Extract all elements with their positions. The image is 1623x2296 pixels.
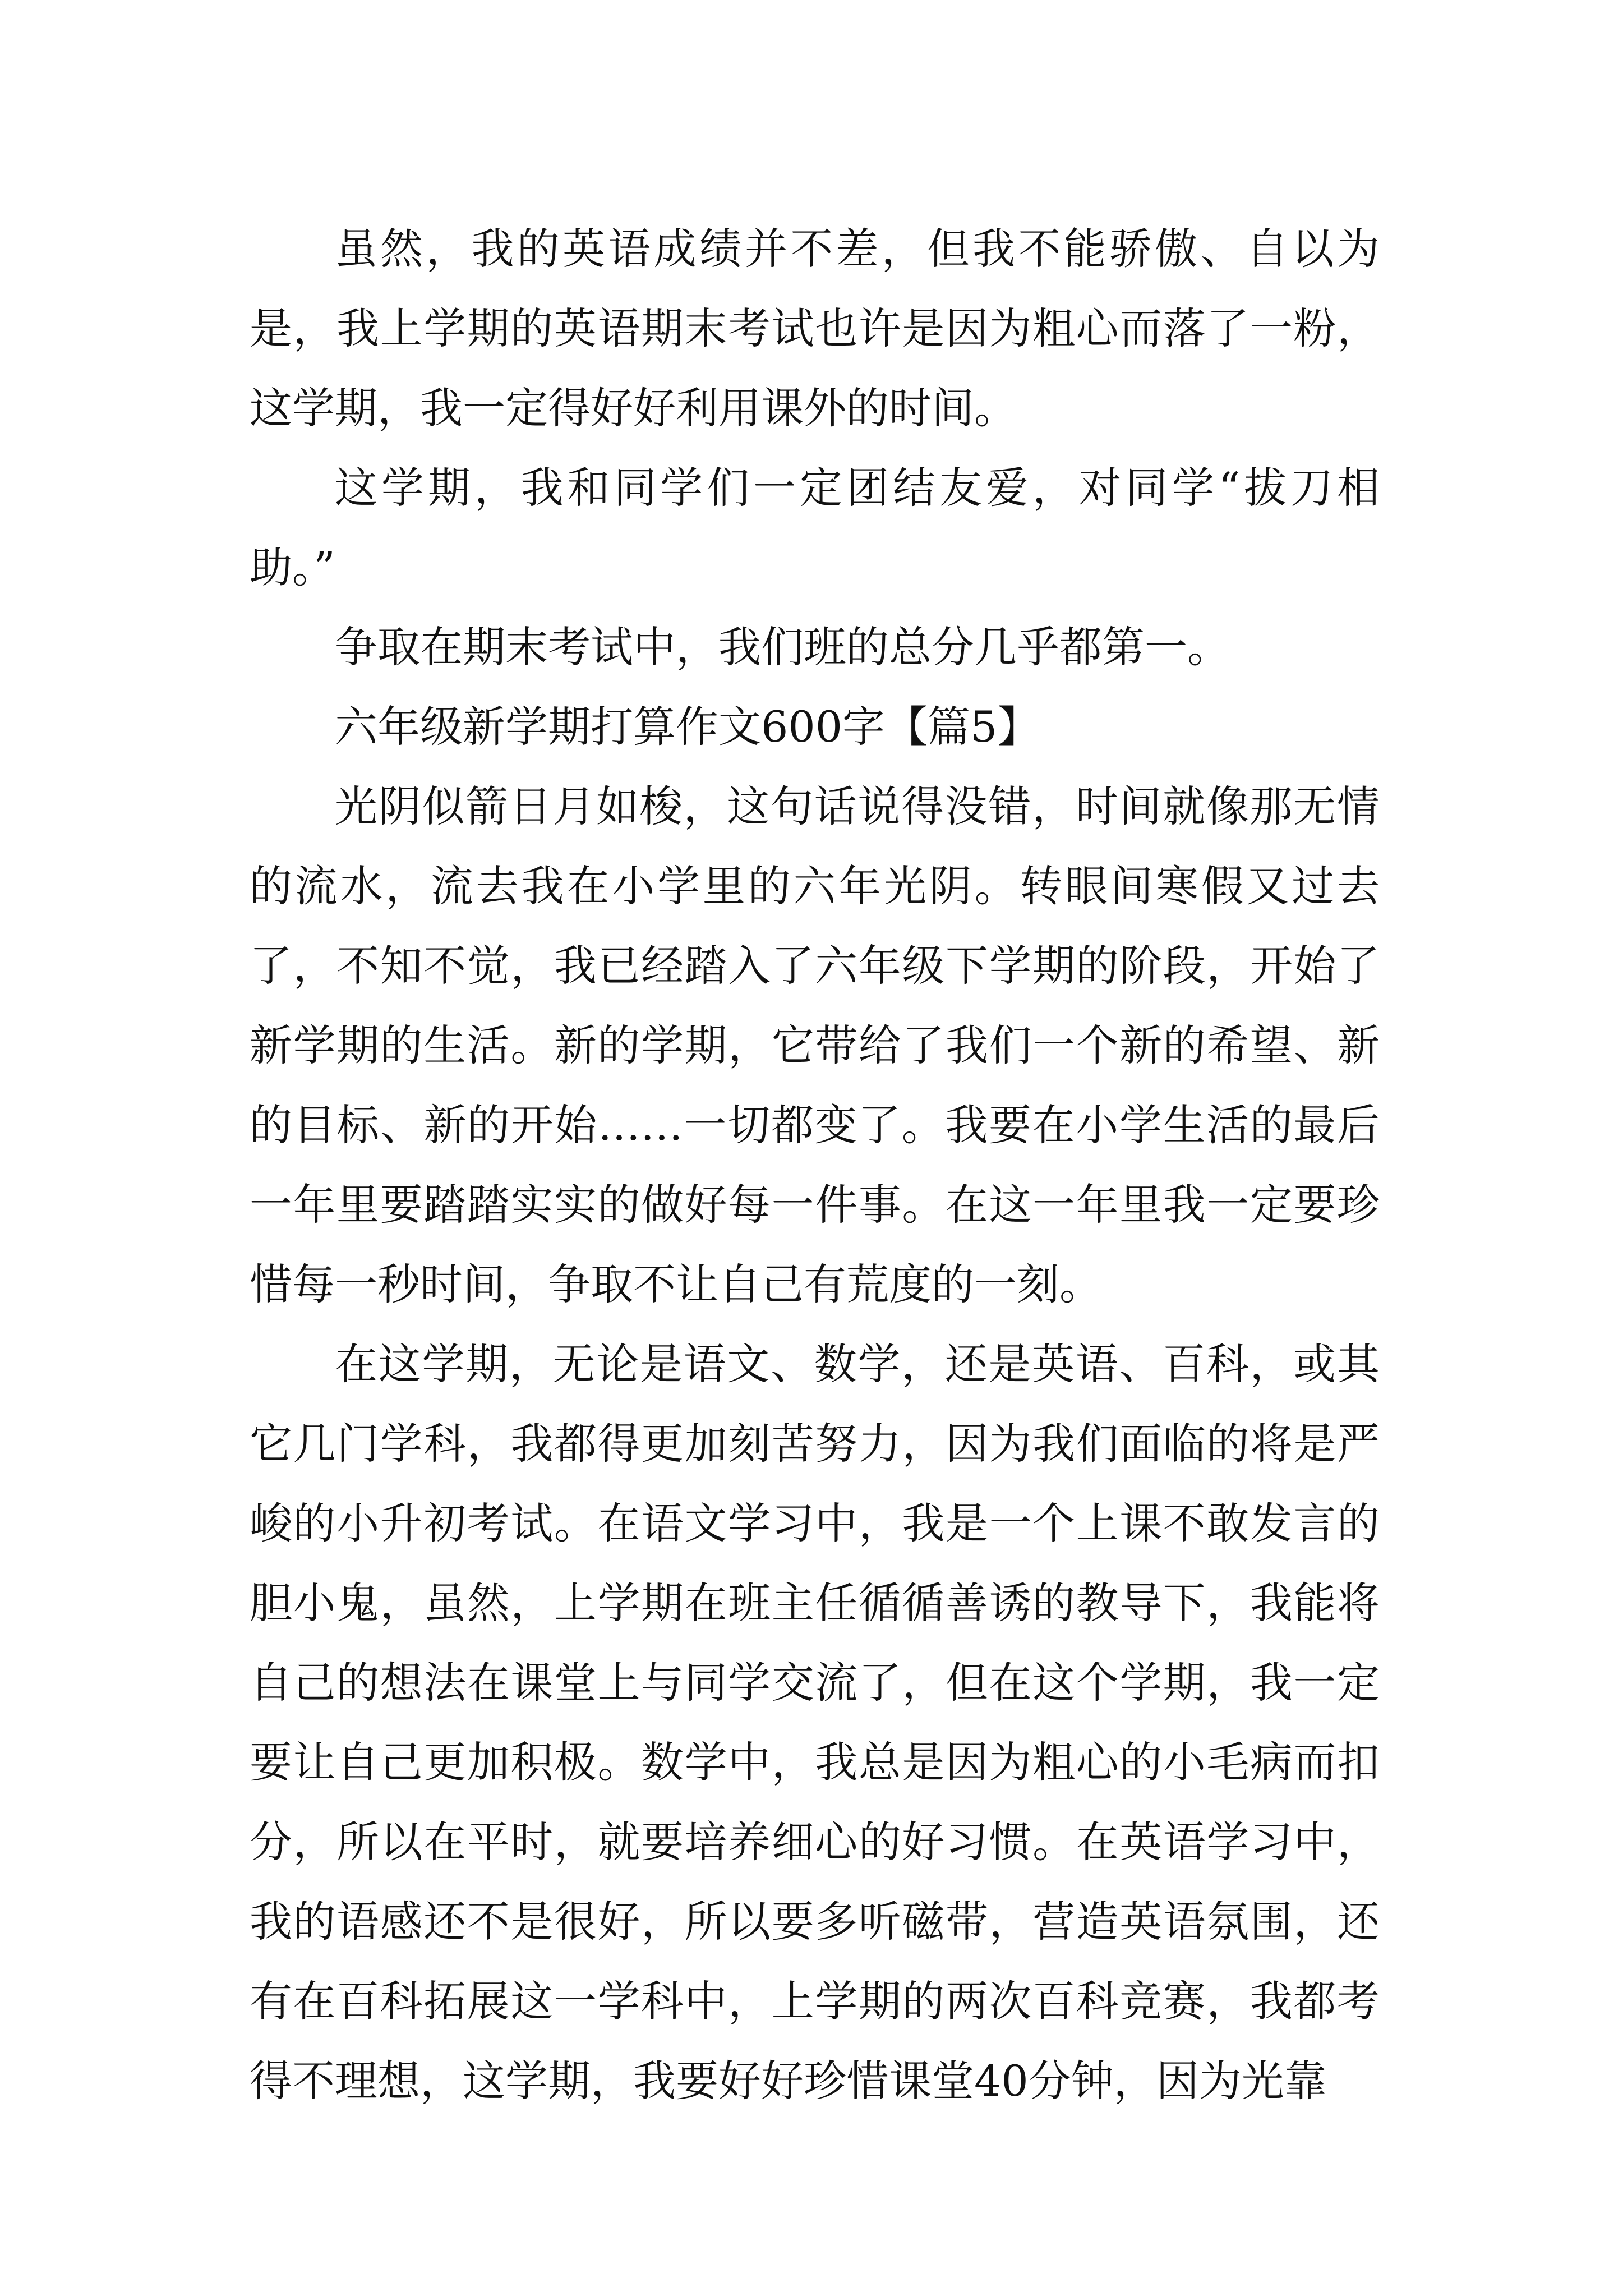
section-heading: 六年级新学期打算作文600字【篇5】 bbox=[335, 702, 1040, 752]
paragraph-final-exam: 争取在期末考试中，我们班的总分几乎都第一。 bbox=[335, 622, 1230, 672]
paragraph-english-study: 虽然，我的英语成绩并不差，但我不能骄傲、自以为是，我上学期的英语期末考试也许是因为粗心而落了一粉，这学期，我一定得好好利用课外的时间。 bbox=[250, 224, 1380, 433]
paragraph-time-flies: 光阴似箭日月如梭，这句话说得没错，时间就像那无情的流水，流去我在小学里的六年光阴。转眼间寒假又过去了，不知不觉，我已经踏入了六年级下学期的阶段，开始了新学期的生活。新的学期，它带给了我们一个新的希望、新的目标、新的开始……一切都变了。我要在小学生活的最后一年里要踏踏实实的做好每一件事。在这一年里我一定要珍惜每一秒时间，争取不让自己有荒度的一刻。 bbox=[250, 781, 1380, 1309]
paragraph-classmates: 这学期，我和同学们一定团结友爱，对同学“拔刀相助。” bbox=[250, 463, 1380, 592]
document-body bbox=[250, 209, 1380, 2121]
paragraph-subjects-plan: 在这学期，无论是语文、数学，还是英语、百科，或其它几门学科，我都得更加刻苦努力，因为我们面临的将是严峻的小升初考试。在语文学习中，我是一个上课不敢发言的胆小鬼，虽然，上学期在班主任循循善诱的教导下，我能将自己的想法在课堂上与同学交流了，但在这个学期，我一定要让自己更加积极。数学中，我总是因为粗心的小毛病而扣分，所以在平时，就要培养细心的好习惯。在英语学习中，我的语感还不是很好，所以要多听磁带，营造英语氛围，还有在百科拓展这一学科中，上学期的两次百科竞赛，我都考得不理想，这学期，我要好好珍惜课堂40分钟，因为光靠 bbox=[250, 1339, 1380, 2106]
